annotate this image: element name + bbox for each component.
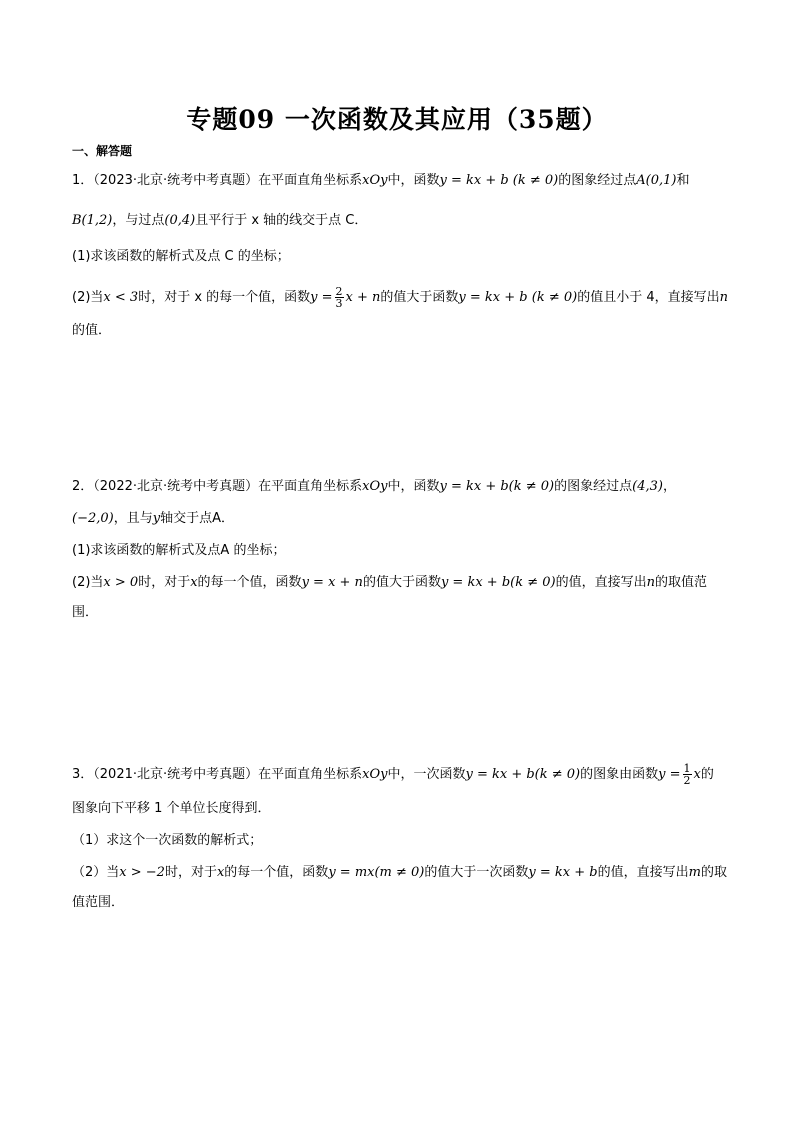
q2-text: 2．（2022·北京·统考中考真题）在平面直角坐标系 (72, 479, 363, 494)
q1-point-04: (0,4) (164, 213, 196, 228)
q1-text: (2)当 (72, 290, 104, 305)
q1-part-2 (72, 286, 744, 309)
q2-condition: x > 0 (103, 575, 139, 590)
q2-text: 的值，直接写出 (555, 575, 647, 590)
q2-text: ， (662, 479, 676, 494)
q3-text: 的 (700, 767, 714, 782)
q3-func: y = kx + b(k ≠ 0) (465, 767, 581, 782)
q2-line-2 (72, 510, 744, 528)
q1-line-2 (72, 212, 744, 230)
q3-text: （2）当 (72, 865, 120, 880)
q3-text: 的图象由函数 (580, 767, 659, 782)
q2-func-2: y = x + n (301, 575, 363, 590)
q1-func: y = kx + b (k ≠ 0) (439, 173, 559, 188)
q2-text: 的每一个值，函数 (197, 575, 302, 590)
q3-func-2: y = mx(m ≠ 0) (328, 865, 425, 880)
q1-point-b: B(1,2) (72, 213, 113, 228)
q1-func-2-suffix: x + n (345, 290, 381, 305)
q1-part-1: (1)求该函数的解析式及点 C 的坐标； (72, 249, 290, 264)
q2-point-2: (−2,0) (72, 511, 114, 526)
q2-text: 的图象经过点 (554, 479, 633, 494)
q1-text: 的值大于函数 (380, 290, 459, 305)
q1-coord: xOy (362, 173, 388, 188)
q2-text: 中，函数 (387, 479, 440, 494)
q1-text: 时，对于 x 的每一个值，函数 (138, 290, 311, 305)
q2-coord: xOy (362, 479, 388, 494)
q2-text: (2)当 (72, 575, 104, 590)
q1-text: 的值且小于 4，直接写出 (577, 290, 720, 305)
q3-line-2: 图象向下平移 1 个单位长度得到． (72, 801, 271, 816)
q2-text: 时，对于 (138, 575, 191, 590)
fraction-numerator: 2 (335, 285, 343, 298)
q1-text: 和 (676, 173, 690, 188)
section-heading: 一、解答题 (72, 144, 133, 158)
q1-condition: x < 3 (103, 290, 139, 305)
q1-text: 的图象经过点 (558, 173, 637, 188)
q2-text: 轴交于点A． (160, 511, 234, 526)
q3-x-variable: x (216, 865, 225, 880)
fraction-two-thirds (335, 286, 344, 309)
fraction-denominator: 2 (683, 774, 691, 787)
q3-func-half-suffix: x (693, 767, 701, 782)
q3-part-2-end: 值范围． (72, 895, 125, 910)
q3-part-1: （1）求这个一次函数的解析式； (72, 833, 263, 848)
q2-func: y = kx + b(k ≠ 0) (439, 479, 555, 494)
q2-text: ，且与 (113, 511, 153, 526)
q3-text: 的每一个值，函数 (224, 865, 329, 880)
q1-line-1 (72, 172, 744, 190)
q1-text: 中，函数 (387, 173, 440, 188)
q2-text: 的值大于函数 (362, 575, 441, 590)
fraction-one-half (683, 763, 692, 786)
q3-part-2 (72, 864, 744, 882)
q2-text: 的取值范 (654, 575, 707, 590)
q2-y-variable: y (152, 511, 161, 526)
q1-func-2-prefix: y = (310, 290, 333, 305)
q3-coord: xOy (362, 767, 388, 782)
q3-func-3: y = kx + b (528, 865, 598, 880)
fraction-numerator: 1 (683, 762, 691, 775)
q2-line-1 (72, 478, 744, 496)
q2-part-2-end: 围． (72, 605, 99, 620)
q1-text: 且平行于 x 轴的线交于点 C． (195, 213, 368, 228)
q1-text: ，与过点 (112, 213, 165, 228)
q1-n-variable: n (719, 290, 728, 305)
q1-text: 1．（2023·北京·统考中考真题）在平面直角坐标系 (72, 173, 363, 188)
q1-func: y = kx + b (k ≠ 0) (458, 290, 578, 305)
q3-func-half-prefix: y = (658, 767, 681, 782)
page-title: 专题09 一次函数及其应用（35题） (186, 105, 608, 134)
q2-x-variable: x (190, 575, 198, 590)
q2-part-2 (72, 574, 744, 592)
q3-text: 的值大于一次函数 (424, 865, 529, 880)
q1-point-a: A(0,1) (636, 173, 677, 188)
q3-text: 的值，直接写出 (597, 865, 689, 880)
q3-text: 3．（2021·北京·统考中考真题）在平面直角坐标系 (72, 767, 363, 782)
q3-text: 时，对于 (164, 865, 217, 880)
q1-part-2-end: 的值． (72, 323, 112, 338)
q2-n-variable: n (646, 575, 655, 590)
q2-point-1: (4,3) (632, 479, 663, 494)
q2-func: y = kx + b(k ≠ 0) (440, 575, 556, 590)
q3-text: 中，一次函数 (387, 767, 466, 782)
q3-text: 的取 (700, 865, 727, 880)
q3-condition: x > −2 (119, 865, 165, 880)
q3-line-1 (72, 763, 744, 786)
fraction-denominator: 3 (335, 297, 343, 310)
q3-m-variable: m (688, 865, 701, 880)
q2-part-1: (1)求该函数的解析式及点A 的坐标； (72, 543, 286, 558)
